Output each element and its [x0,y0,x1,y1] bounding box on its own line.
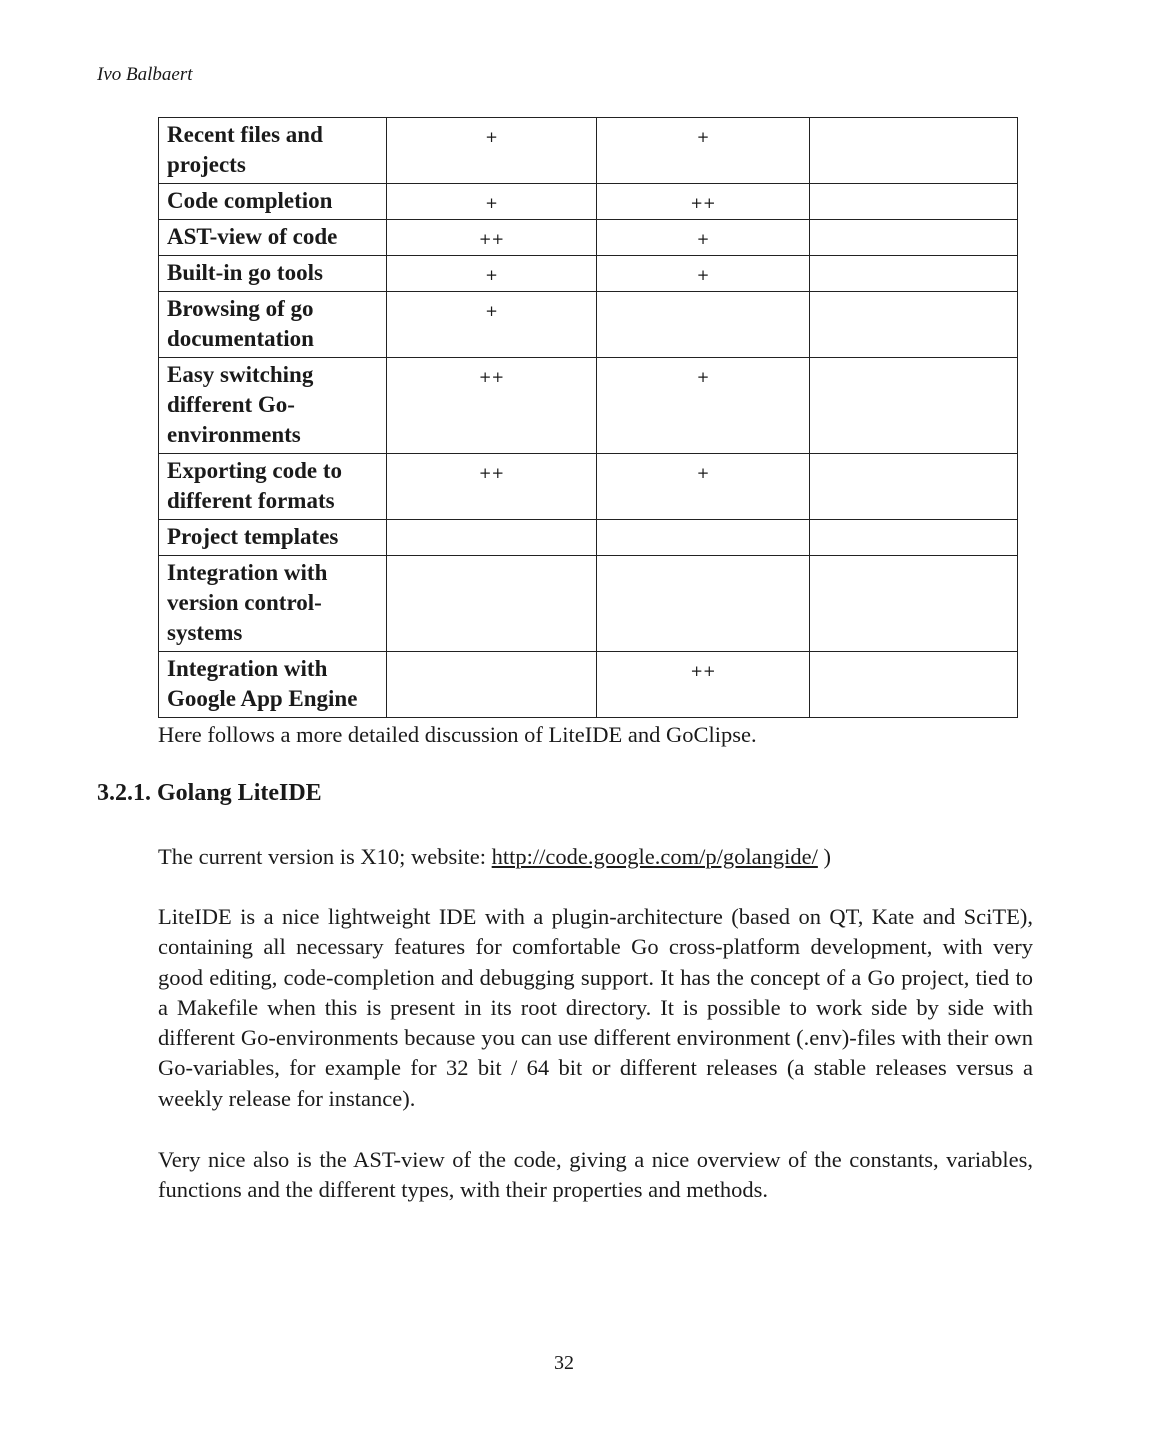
page-number: 32 [554,1352,574,1374]
section-heading: 3.2.1. Golang LiteIDE [97,780,322,806]
value-cell: ++ [597,184,810,220]
table-row [159,184,1018,220]
value-cell [597,556,810,652]
value-cell [810,292,1018,358]
table-row [159,256,1018,292]
table-row [159,652,1018,718]
feature-cell: Code completion [159,184,387,220]
value-cell [810,652,1018,718]
value-cell: + [387,292,597,358]
value-cell [810,358,1018,454]
value-cell: + [387,118,597,184]
table-row [159,118,1018,184]
value-cell: ++ [597,652,810,718]
table-row [159,556,1018,652]
value-cell [810,556,1018,652]
value-cell: ++ [387,358,597,454]
value-cell [597,292,810,358]
ide-comparison-table [158,117,1018,718]
version-suffix: ) [817,844,831,869]
feature-cell: Browsing of go documentation [159,292,387,358]
running-header-author: Ivo Balbaert [97,64,193,85]
value-cell: + [597,358,810,454]
value-cell [810,454,1018,520]
value-cell [810,256,1018,292]
value-cell: ++ [387,220,597,256]
table-row [159,292,1018,358]
value-cell [810,220,1018,256]
feature-cell: Built-in go tools [159,256,387,292]
value-cell: + [597,454,810,520]
version-text: The current version is X10; website: [158,844,492,869]
table-row [159,358,1018,454]
value-cell: + [597,118,810,184]
ast-view-paragraph: Very nice also is the AST-view of the code, giving a nice overview of the constants, variables, functions and the different types, with their properties and methods. [158,1147,1033,1203]
feature-cell: Recent files and projects [159,118,387,184]
value-cell [597,520,810,556]
version-paragraph [158,842,1033,872]
intro-paragraph: Here follows a more detailed discussion of LiteIDE and GoClipse. [158,722,757,747]
table-row [159,220,1018,256]
value-cell [387,520,597,556]
value-cell: + [597,256,810,292]
feature-cell: Easy switching different Go-environments [159,358,387,454]
feature-cell: Project templates [159,520,387,556]
value-cell: + [387,184,597,220]
feature-cell: Exporting code to different formats [159,454,387,520]
website-link[interactable]: http://code.google.com/p/golangide/ [491,844,818,869]
value-cell [810,184,1018,220]
feature-cell: Integration with version control-systems [159,556,387,652]
table-row [159,520,1018,556]
feature-cell: AST-view of code [159,220,387,256]
value-cell: ++ [387,454,597,520]
feature-cell: Integration with Google App Engine [159,652,387,718]
value-cell [810,118,1018,184]
table-row [159,454,1018,520]
value-cell: + [387,256,597,292]
value-cell: + [597,220,810,256]
liteide-description-paragraph: LiteIDE is a nice lightweight IDE with a plugin-architecture (based on QT, Kate and SciTE), containing all necessary features for comfortable Go cross-platform development, with very good editing, code-completion and debugging support. It has the concept of a Go project, tied to a Makefile when this is present in its root directory. It is possible to work side by side with different Go-environments because you can use different environment (.env)-files with their own Go-variables, for example for 32 bit / 64 bit or different releases (a stable releases versus a weekly release for instance). [158,904,1033,1111]
value-cell [387,556,597,652]
value-cell [810,520,1018,556]
value-cell [387,652,597,718]
